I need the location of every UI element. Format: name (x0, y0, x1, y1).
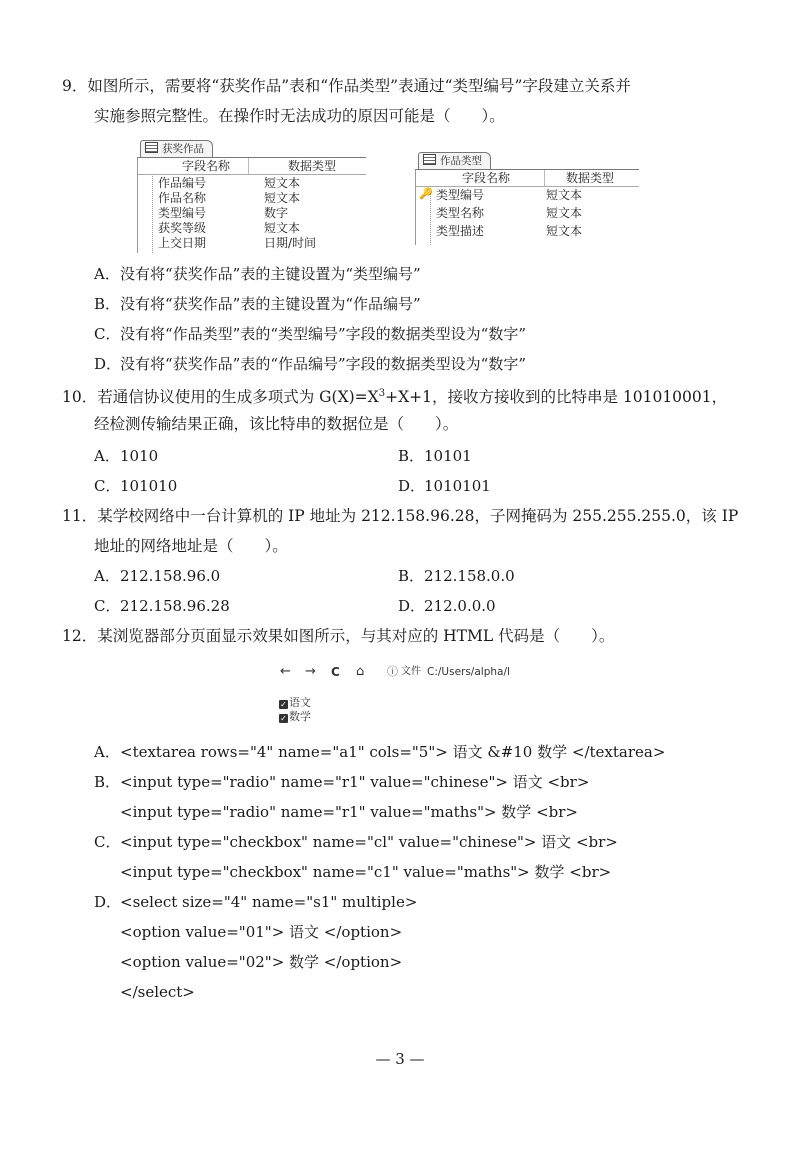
browser-mock (275, 662, 535, 726)
q11-option-c[interactable]: C．212.158.96.28 (94, 597, 230, 615)
field-type: 短文本 (546, 206, 583, 220)
primary-key-icon: 🔑 (419, 187, 433, 200)
table-window-awards (137, 140, 367, 252)
field-name: 获奖等级 (158, 221, 207, 235)
table-window-types (415, 152, 640, 244)
q10-option-a[interactable]: A．1010 (94, 447, 159, 465)
q12-option-c[interactable]: C．<input type="checkbox" name="cl" value="chinese"> 语文 <br> (94, 833, 618, 851)
q12-option-b[interactable]: B．<input type="radio" name="r1" value="chinese"> 语文 <br> (94, 773, 590, 791)
q9-option-c[interactable]: C．没有将“作品类型”表的“类型编号”字段的数据类型设为“数字” (94, 325, 527, 343)
info-icon: ⓘ (387, 665, 398, 678)
header-field-name: 字段名称 (462, 171, 511, 185)
q12-option-a[interactable]: A．<textarea rows="4" name="a1" cols="5"> 语文 &#10 数学 </textarea> (94, 743, 666, 761)
table-icon (145, 142, 158, 153)
q9-number: 9． (62, 77, 88, 95)
checkbox-checked-icon: ✓ (280, 714, 287, 723)
row-selector-column (138, 174, 153, 253)
q12-option-d-line3: <option value="02"> 数学 </option> (120, 953, 403, 971)
field-type: 短文本 (546, 188, 583, 202)
q12-option-d-line4: </select> (120, 983, 195, 1001)
q9-option-a[interactable]: A．没有将“获奖作品”表的主键设置为“类型编号” (94, 265, 421, 283)
q9-stem-line1: 9．如图所示，需要将“获奖作品”表和“作品类型”表通过“类型编号”字段建立关系并 (62, 77, 631, 95)
table-tab-types: 作品类型 (418, 152, 491, 170)
home-icon: ⌂ (356, 664, 365, 679)
q12-option-c-line2: <input type="checkbox" name="c1" value="maths"> 数学 <br> (120, 863, 612, 881)
q9-option-b[interactable]: B．没有将“获奖作品”表的主键设置为“作品编号” (94, 295, 421, 313)
field-name: 类型编号 (436, 188, 485, 202)
header-field-name: 字段名称 (182, 159, 231, 173)
reload-icon: C (331, 665, 340, 679)
field-name: 作品编号 (158, 176, 207, 190)
checkbox-maths[interactable]: ✓ 数学 (280, 710, 311, 723)
q11-option-b[interactable]: B．212.158.0.0 (398, 567, 515, 585)
table-tab-awards: 获奖作品 (140, 140, 213, 158)
header-data-type: 数据类型 (288, 159, 337, 173)
header-divider (248, 158, 249, 174)
q10-stem-line1: 10．若通信协议使用的生成多项式为 $G(X)=X^3+X+1$，接收方接收到的比特串是 101010001， (62, 388, 728, 407)
q11-option-a[interactable]: A．212.158.96.0 (94, 567, 221, 585)
q11-stem-line1: 11．某学校网络中一台计算机的 IP 地址为 212.158.96.28，子网掩码为 255.255.255.0，该 IP (62, 507, 739, 525)
q11-stem-line2: 地址的网络地址是（ ）。 (94, 537, 288, 555)
header-data-type: 数据类型 (566, 171, 615, 185)
address-path: C:/Users/alpha/l (427, 666, 510, 678)
field-type: 数字 (264, 206, 289, 220)
checkbox-checked-icon: ✓ (280, 700, 287, 709)
q10-option-c[interactable]: C．101010 (94, 477, 178, 495)
header-divider (544, 170, 545, 186)
q10-option-d[interactable]: D．1010101 (398, 477, 491, 495)
q11-option-d[interactable]: D．212.0.0.0 (398, 597, 496, 615)
field-name: 作品名称 (158, 191, 207, 205)
q10-stem-line2: 经检测传输结果正确，该比特串的数据位是（ ）。 (94, 415, 459, 433)
field-type: 短文本 (546, 224, 583, 238)
design-grid-types (415, 169, 639, 245)
file-label: 文件 (401, 666, 421, 677)
field-name: 类型名称 (436, 206, 485, 220)
field-type: 短文本 (264, 176, 301, 190)
back-arrow-icon: ← (280, 664, 291, 679)
q12-option-b-line2: <input type="radio" name="r1" value="maths"> 数学 <br> (120, 803, 578, 821)
field-name: 类型描述 (436, 224, 485, 238)
field-type: 短文本 (264, 191, 301, 205)
q12-option-d[interactable]: D．<select size="4" name="s1" multiple> (94, 893, 418, 911)
design-grid-awards (137, 157, 366, 253)
forward-arrow-icon: → (305, 664, 316, 679)
checkbox-chinese[interactable]: ✓ 语文 (280, 696, 311, 709)
q10-option-b[interactable]: B．10101 (398, 447, 472, 465)
q12-option-d-line2: <option value="01"> 语文 </option> (120, 923, 403, 941)
page-number: — 3 — (375, 1050, 425, 1068)
field-name: 类型编号 (158, 206, 207, 220)
q12-stem-line1: 12．某浏览器部分页面显示效果如图所示，与其对应的 HTML 代码是（ ）。 (62, 627, 615, 645)
q9-option-d[interactable]: D．没有将“获奖作品”表的“作品编号”字段的数据类型设为“数字” (94, 355, 527, 373)
q9-stem-line2: 实施参照完整性。在操作时无法成功的原因可能是（ ）。 (94, 107, 505, 125)
field-name: 上交日期 (158, 236, 207, 250)
field-type: 短文本 (264, 221, 301, 235)
table-icon (423, 154, 436, 165)
field-type: 日期/时间 (264, 236, 317, 250)
